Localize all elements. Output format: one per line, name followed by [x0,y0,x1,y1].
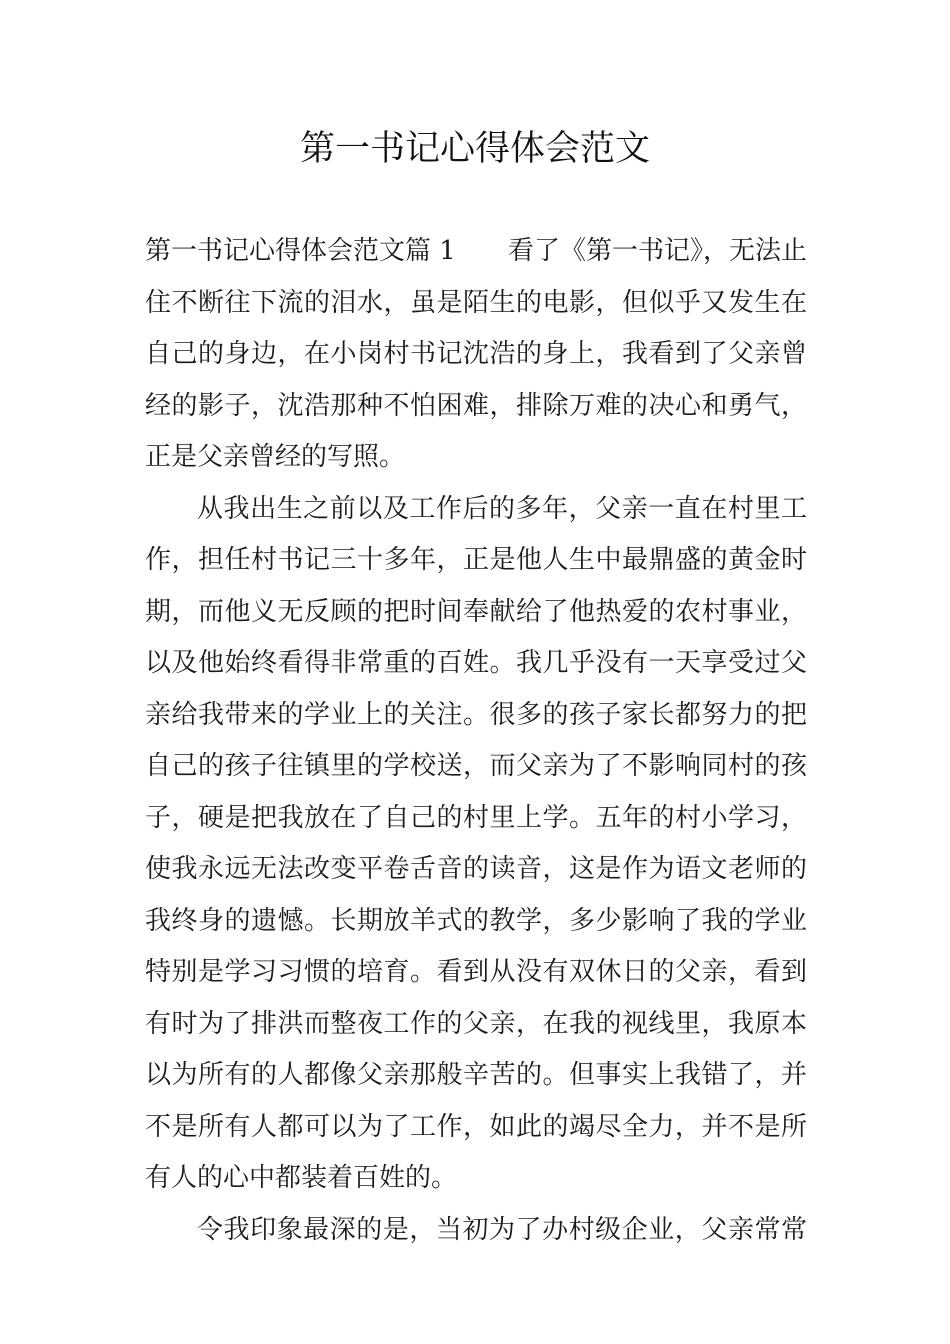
paragraph-1-line-1 [145,226,807,278]
paragraph-2-line-9: 我终身的遗憾。长期放羊式的教学，多少影响了我的学业 [145,905,807,936]
paragraph-2-line-8: 使我永远无法改变平卷舌音的读音，这是作为语文老师的 [145,854,807,884]
paragraph-1-line-4: 经的影子，沈浩那种不怕困难，排除万难的决心和勇气， [145,390,807,421]
paragraph-2-line-11: 有时为了排洪而整夜工作的父亲，在我的视线里，我原本 [145,1008,807,1039]
paragraph-1-text-start: 看了《第一书记》，无法止 [507,236,807,266]
paragraph-1-line-5: 正是父亲曾经的写照。 [145,442,406,472]
paragraph-3-line-1: 令我印象最深的是，当初为了办村级企业，父亲常常 [197,1214,807,1245]
paragraph-2-line-7: 子，硬是把我放在了自己的村里上学。五年的村小学习， [145,802,807,833]
paragraph-2-line-14: 有人的心中都装着百姓的。 [145,1163,458,1193]
paragraph-2-line-10: 特别是学习习惯的培育。看到从没有双休日的父亲，看到 [145,957,807,987]
paragraph-2-line-13: 不是所有人都可以为了工作，如此的竭尽全力，并不是所 [145,1111,807,1142]
paragraph-2-line-6: 自己的孩子往镇里的学校送，而父亲为了不影响同村的孩 [145,751,807,781]
document-body [145,226,807,1256]
paragraph-2-line-4: 以及他始终看得非常重的百姓。我几乎没有一天享受过父 [145,648,807,678]
document-title: 第一书记心得体会范文 [299,129,650,169]
paragraph-1-line-3: 自己的身边，在小岗村书记沈浩的身上，我看到了父亲曾 [145,339,807,369]
paragraph-2-line-3: 期，而他义无反顾的把时间奉献给了他热爱的农村事业， [145,596,807,627]
paragraph-2-line-12: 以为所有的人都像父亲那般辛苦的。但事实上我错了，并 [145,1060,807,1090]
section-heading: 第一书记心得体会范文篇 1 [145,236,456,266]
paragraph-1-line-2: 住不断往下流的泪水，虽是陌生的电影，但似乎又发生在 [145,287,807,318]
paragraph-2-line-1: 从我出生之前以及工作后的多年，父亲一直在村里工 [197,493,807,524]
paragraph-2-line-5: 亲给我带来的学业上的关注。很多的孩子家长都努力的把 [145,699,807,730]
paragraph-2-line-2: 作，担任村书记三十多年，正是他人生中最鼎盛的黄金时 [145,545,807,575]
